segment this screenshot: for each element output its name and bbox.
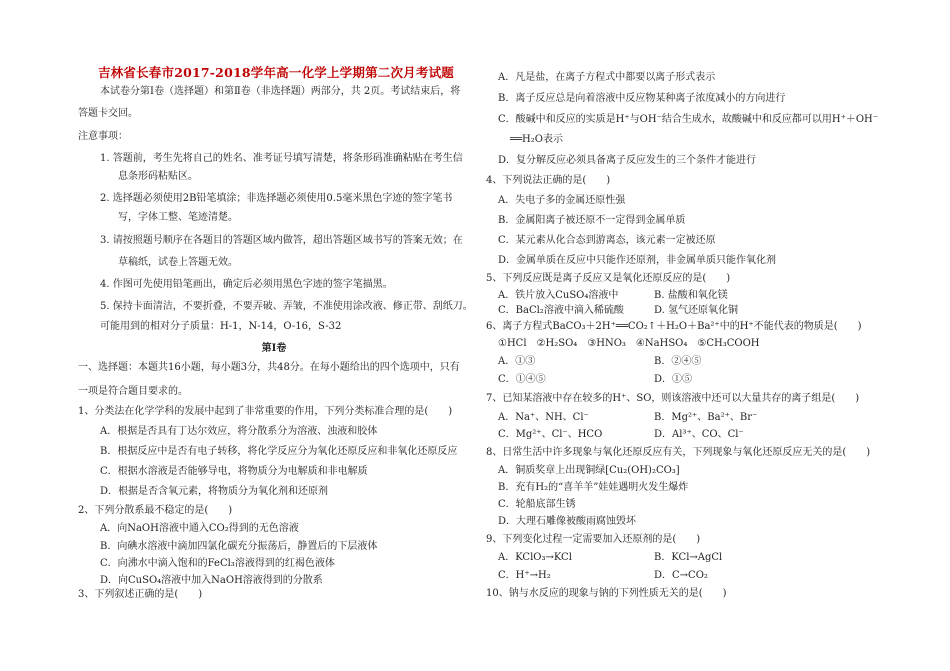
q8-option-d: D．大理石雕像被酸雨腐蚀毁坏 <box>498 516 637 527</box>
notice-item: 写，字体工整、笔迹清楚。 <box>118 212 238 223</box>
q2-option-c: C．向沸水中滴入饱和的FeCl₃溶液得到的红褐色液体 <box>100 558 335 569</box>
notice-item: 4. 作图可先使用铅笔画出，确定后必须用黑色字迹的签字笔描黑。 <box>100 279 393 290</box>
q8-option-a: A．铜质奖章上出现铜绿[Cu₂(OH)₂CO₃] <box>498 465 680 476</box>
q6-option-b: B．②④⑤ <box>654 356 702 367</box>
q3-option-c-cont: ══H₂O表示 <box>510 134 563 145</box>
question-1: 1、分类法在化学学科的发展中起到了非常重要的作用，下列分类标准合理的是( ) <box>78 406 453 417</box>
q2-option-b: B．向碘水溶液中滴加四氯化碳充分振荡后，静置后的下层液体 <box>100 541 378 552</box>
q6-option-d: D．①⑤ <box>654 374 693 385</box>
q3-option-b: B．离子反应总是向着溶液中反应物某种离子浓度减小的方向进行 <box>498 93 786 104</box>
q5-option-a: A．铁片放入CuSO₄溶液中 <box>498 290 619 301</box>
q5-option-d: D. 氢气还原氧化铜 <box>654 305 739 316</box>
q6-substance-list: ①HCl ②H₂SO₄ ③HNO₃ ④NaHSO₄ ⑤CH₃COOH <box>498 338 760 349</box>
q7-option-d: D．Al³⁺、CO、Cl⁻ <box>654 429 744 440</box>
exam-title: 吉林省长春市2017-2018学年高一化学上学期第二次月考试题 <box>98 65 454 80</box>
q1-option-c: C．根据水溶液是否能够导电，将物质分为电解质和非电解质 <box>100 466 368 477</box>
q3-option-c: C．酸碱中和反应的实质是H⁺与OH⁻结合生成水，故酸碱中和反应都可以用H⁺＋OH⁻ <box>498 114 879 125</box>
question-10: 10、钠与水反应的现象与钠的下列性质无关的是( ) <box>486 588 727 599</box>
question-3: 3、下列叙述正确的是( ) <box>78 589 203 600</box>
q8-option-c: C．轮船底部生锈 <box>498 499 576 510</box>
question-8: 8、日常生活中许多现象与氧化还原反应有关，下列现象与氧化还原反应无关的是( ) <box>486 447 871 458</box>
q9-option-b: B．KCl→AgCl <box>654 552 723 563</box>
q4-option-c: C．某元素从化合态到游离态，该元素一定被还原 <box>498 235 716 246</box>
q7-option-b: B．Mg²⁺、Ba²⁺、Br⁻ <box>654 412 758 423</box>
section-heading: 第Ⅰ卷 <box>261 343 287 354</box>
question-2: 2、下列分散系最不稳定的是( ) <box>78 505 233 516</box>
q9-option-c: C．H⁺→H₂ <box>498 570 551 581</box>
q3-option-a: A．凡是盐，在离子方程式中都要以离子形式表示 <box>498 72 716 83</box>
q4-option-b: B．金属阳离子被还原不一定得到金属单质 <box>498 215 686 226</box>
notice-item: 1. 答题前，考生先将自己的姓名、准考证号填写清楚，将条形码准确粘贴在考生信 <box>100 153 463 164</box>
question-9: 9、下列变化过程一定需要加入还原剂的是( ) <box>486 534 701 545</box>
q7-option-a: A．Na⁺、NH、Cl⁻ <box>498 412 589 423</box>
q5-option-c: C．BaCl₂溶液中滴入稀硫酸 <box>498 305 624 316</box>
q6-option-c: C．①④⑤ <box>498 374 546 385</box>
intro-line-1: 本试卷分第Ⅰ卷（选择题）和第Ⅱ卷（非选择题）两部分，共 2页。考试结束后，将 <box>100 86 461 97</box>
notice-item: 5. 保持卡面清洁，不要折叠，不要弄破、弄皱，不准使用涂改液、修正带、刮纸刀。 <box>100 301 473 312</box>
q3-option-d: D．复分解反应必须具备离子反应发生的三个条件才能进行 <box>498 155 757 166</box>
q1-option-d: D．根据是否含氧元素，将物质分为氧化剂和还原剂 <box>100 486 329 497</box>
intro-line-2: 答题卡交回。 <box>78 108 138 119</box>
notice-item: 息条形码粘贴区。 <box>118 171 198 182</box>
question-4: 4、下列说法正确的是( ) <box>486 175 611 186</box>
q5-option-b: B. 盐酸和氧化镁 <box>654 290 728 301</box>
q4-option-a: A．失电子多的金属还原性强 <box>498 195 626 206</box>
q4-option-d: D．金属单质在反应中只能作还原剂，非金属单质只能作氧化剂 <box>498 255 777 266</box>
q9-option-a: A．KClO₃→KCl <box>498 552 572 563</box>
q1-option-b: B．根据反应中是否有电子转移，将化学反应分为氧化还原反应和非氧化还原反应 <box>100 446 458 457</box>
q7-option-c: C．Mg²⁺、Cl⁻、HCO <box>498 429 603 440</box>
q2-option-d: D．向CuSO₄溶液中加入NaOH溶液得到的分散系 <box>100 575 323 586</box>
q1-option-a: A．根据是否具有丁达尔效应，将分散系分为溶液、浊液和胶体 <box>100 426 378 437</box>
part1-instructions-1: 一、选择题：本题共16小题，每小题3分，共48分。在每小题给出的四个选项中，只有 <box>78 362 460 373</box>
part1-instructions-2: 一项是符合题目要求的。 <box>78 386 188 397</box>
question-7: 7、已知某溶液中存在较多的H⁺、SO，则该溶液中还可以大量共存的离子组是( ) <box>486 393 860 404</box>
notice-title: 注意事项： <box>78 131 128 142</box>
notice-item: 草稿纸，试卷上答题无效。 <box>118 257 238 268</box>
question-5: 5、下列反应既是离子反应又是氧化还原反应的是( ) <box>486 273 731 284</box>
atomic-mass-line: 可能用到的相对分子质量：H-1，N-14，O-16，S-32 <box>100 321 342 332</box>
q2-option-a: A．向NaOH溶液中通入CO₂得到的无色溶液 <box>100 523 299 534</box>
q6-option-a: A．①③ <box>498 356 536 367</box>
question-6: 6、离子方程式BaCO₃＋2H⁺══CO₂↑＋H₂O＋Ba²⁺中的H⁺不能代表的物质是( ) <box>486 321 862 332</box>
notice-item: 3. 请按照题号顺序在各题目的答题区域内做答，超出答题区域书写的答案无效；在 <box>100 235 463 246</box>
q8-option-b: B．充有H₂的“喜羊羊”娃娃遇明火发生爆炸 <box>498 482 689 493</box>
q9-option-d: D．C→CO₂ <box>654 570 708 581</box>
notice-item: 2. 选择题必须使用2B铅笔填涂；非选择题必须使用0.5毫米黑色字迹的签字笔书 <box>100 193 453 204</box>
